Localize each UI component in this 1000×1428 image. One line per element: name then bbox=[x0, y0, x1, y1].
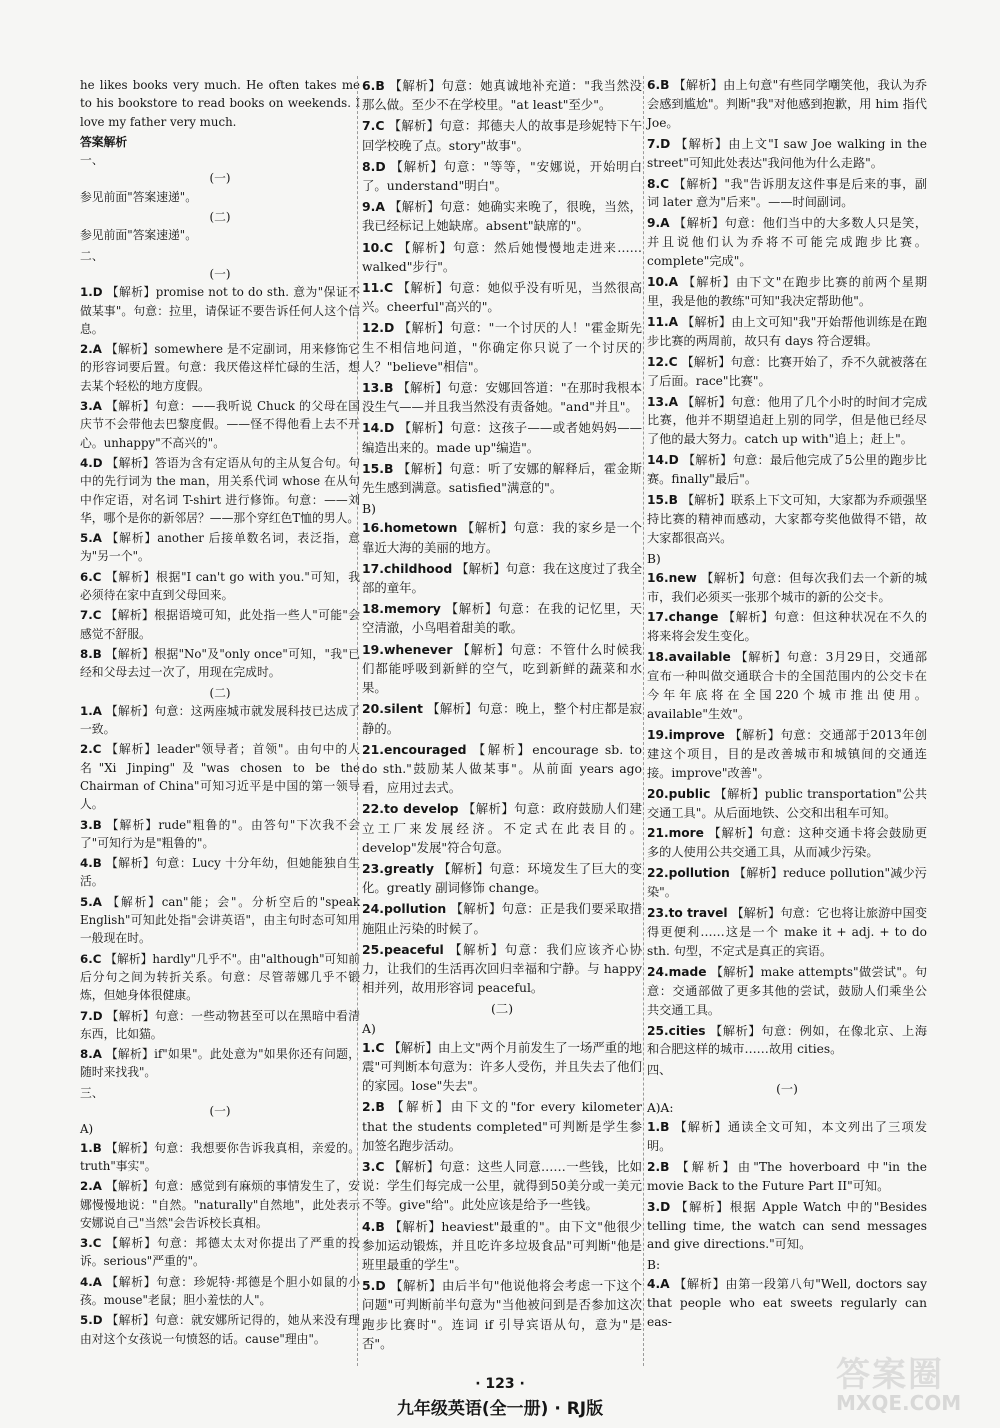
answer-number: 4.A bbox=[647, 1277, 670, 1292]
part-label: 三、 bbox=[80, 1085, 104, 1100]
answer-item bbox=[647, 491, 927, 548]
answer-text: 【解析】由上句意"有些同学嘲笑他，我认为乔会感到尴尬"。判断"我"对他感到抱歉，用 him 指代 Joe。 bbox=[647, 78, 928, 130]
answer-item bbox=[362, 459, 642, 497]
subsection-label: (二) bbox=[209, 210, 231, 225]
answer-item bbox=[80, 606, 360, 643]
answer-number: 3.D bbox=[647, 1199, 671, 1214]
answer-number: 25.cities bbox=[647, 1023, 706, 1038]
answer-text: 【解析】句意：我们应该齐心协力，让我们的生活再次回归幸福和宁静。与 happy 相并列，故用形容词 peaceful。 bbox=[362, 941, 642, 996]
answer-text: 【解析】句意：正是我们要采取措施阻止污染的时候了。 bbox=[362, 901, 642, 936]
answer-item bbox=[362, 559, 642, 597]
answer-number: 13.B bbox=[362, 380, 394, 396]
answer-text: 【解析】promise not to do sth. 意为"保证不做某事"。句意：拉里，请保证不要告诉任何人这个信息。 bbox=[80, 285, 361, 336]
answer-item bbox=[647, 451, 927, 489]
answer-number: 3.C bbox=[80, 1236, 102, 1251]
answer-item bbox=[362, 238, 642, 276]
answer-number: 6.B bbox=[647, 78, 670, 92]
part-label: B) bbox=[647, 551, 661, 566]
answer-item bbox=[647, 1198, 927, 1255]
answer-number: 23.greatly bbox=[362, 860, 434, 876]
answer-item bbox=[80, 76, 360, 131]
answer-item bbox=[647, 353, 927, 391]
answer-text: 【解析】由后半句"他说他将会考虑一下这个问题"可判断前半句意为"当他被问到是否参加这次跑步比赛时"。连词 if 引导宾语从句，意为"是否"。 bbox=[362, 1278, 642, 1351]
answer-item bbox=[80, 397, 360, 452]
answer-item bbox=[80, 188, 360, 206]
answer-item bbox=[362, 1157, 642, 1215]
answer-number: 4.B bbox=[362, 1218, 385, 1234]
answer-item bbox=[80, 568, 360, 605]
answer-item bbox=[647, 648, 927, 724]
answer-number: 6.C bbox=[80, 951, 102, 966]
answer-text: 【解析】句意：她真诚地补充道："我当然没那么做。至少不在学校里。"at least"至少"。 bbox=[362, 78, 642, 113]
answer-item bbox=[647, 1022, 927, 1060]
answer-item bbox=[362, 318, 642, 376]
page-number: · 123 · bbox=[475, 1376, 525, 1392]
answer-text: 【解析】句意：我在这度过了我全部的童年。 bbox=[362, 560, 643, 596]
answer-number: 3.C bbox=[362, 1158, 385, 1174]
section-heading: 答案解析 bbox=[80, 134, 128, 149]
answer-number: 24.pollution bbox=[362, 901, 447, 917]
answer-text: 【解析】hardly"几乎不"。由"although"可知前后分句之间为转折关系。句意：尽管蒂娜几乎不锻炼，但她身体很健康。 bbox=[80, 951, 360, 1003]
subsection-label: (一) bbox=[209, 171, 231, 186]
answer-item bbox=[362, 740, 642, 798]
answer-item bbox=[362, 899, 642, 937]
answer-text: 【解析】根据"I can't go with you."可知，我必须待在家中直到父母回来。 bbox=[80, 569, 360, 603]
answer-item bbox=[362, 518, 642, 556]
part-label: A) bbox=[362, 1020, 376, 1036]
answer-text: 【解析】句意：我想要你告诉我真相，亲爱的。truth"事实"。 bbox=[80, 1140, 360, 1173]
answer-text: 【解析】由下文的"for every kilometer that the students completed"可判断是学生参加签名跑步活动。 bbox=[362, 1099, 642, 1153]
answer-text: 【解析】句意："一个讨厌的人！"霍金斯先生不相信地问道，"你确定你只说了一个讨厌的人？"believe"相信"。 bbox=[362, 320, 642, 374]
answer-text: 【解析】由上文"I saw Joe walking in the street"可知此处表达"我问他为什么走路"。 bbox=[647, 136, 927, 170]
answer-text: 【解析】public transportation"公共交通工具"。从后面地铁、公交和出租车可知。 bbox=[647, 786, 928, 820]
answer-item bbox=[362, 1217, 642, 1275]
answer-text: 【解析】句意：3月29日，交通部宣布一种叫做交通联合卡的全国范围内的公交卡在今年年底将在全国220个城市推出使用。available"生效"。 bbox=[647, 650, 928, 721]
answer-text: 【解析】由上文"两个月前发生了一场严重的地震"可判断本句意为：许多人受伤，并且失去了他们的家园。lose"失去"。 bbox=[362, 1039, 642, 1094]
answer-number: 2.B bbox=[647, 1159, 670, 1174]
answer-number: 11.C bbox=[362, 280, 394, 296]
answer-number: 1.D bbox=[80, 285, 103, 300]
answer-text: 【解析】somewhere 是不定副词，用来修饰它的形容词要后置。句意：我厌倦这样忙碌的生活，想去某个轻松的地方度假。 bbox=[80, 342, 361, 393]
answer-text: 【解析】句意：这种交通卡将会鼓励更多的人使用公共交通工具，从而减少污染。 bbox=[647, 826, 928, 860]
answer-text: 【解析】句意：这两座城市就发展科技已达成了一致。 bbox=[80, 703, 360, 737]
answer-text: 【解析】句意：晚上，整个村庄都是寂静的。 bbox=[362, 701, 642, 736]
answer-text: 【解析】句意：他用了几个小时的时间才完成比赛，他并不期望追赶上别的同学，但是他已经尽了他的最大努力。catch up with"追上；赶上"。 bbox=[647, 394, 928, 447]
answer-number: 19.improve bbox=[647, 727, 725, 742]
answer-number: 16.hometown bbox=[362, 520, 458, 536]
answer-text: 【解析】句意：他们当中的大多数人只是笑，并且说他们认为乔将不可能完成跑步比赛。complete"完成"。 bbox=[647, 216, 928, 269]
part-label: A)A: bbox=[647, 1101, 674, 1116]
answer-text: 【解析】根据 Apple Watch 中的"Besides telling time, the watch can send messages and give directions."可知。 bbox=[647, 1199, 928, 1252]
answer-item bbox=[362, 157, 642, 195]
answer-number: 15.B bbox=[647, 493, 678, 508]
answer-number: 1.C bbox=[362, 1039, 385, 1055]
answer-item bbox=[80, 226, 360, 244]
answer-number: 12.C bbox=[647, 354, 678, 369]
answer-text: 【解析】句意：它也将让旅游中国变得更便利……这是一个 make it + adj. + to do sth. 句型，不定式是真正的宾语。 bbox=[647, 906, 928, 958]
answer-item bbox=[80, 1045, 360, 1082]
answer-number: 22.pollution bbox=[647, 866, 730, 881]
answer-number: 6.C bbox=[80, 569, 102, 584]
answer-item bbox=[80, 529, 360, 566]
subsection-label: (二) bbox=[490, 1001, 514, 1017]
answer-text: 【解析】encourage sb. to do sth."鼓励某人做某事"。从前面 years ago 看，应用过去式。 bbox=[362, 741, 642, 796]
answer-number: 7.C bbox=[362, 118, 385, 134]
answer-item bbox=[647, 214, 927, 271]
answer-item bbox=[362, 859, 642, 897]
answer-text: 【解析】can"能；会"。分析空后的"speak English"可知此处指"会讲英语"，由主句时态可知用一般现在时。 bbox=[80, 894, 361, 946]
answer-number: 12.D bbox=[362, 320, 395, 336]
answer-number: 4.A bbox=[80, 1274, 102, 1289]
answer-text: 【解析】句意：她似乎没有听见，当然很高兴。cheerful"高兴的"。 bbox=[362, 280, 642, 315]
answer-number: 2.C bbox=[80, 742, 102, 757]
answer-item bbox=[80, 1177, 360, 1232]
watermark-logo bbox=[836, 1355, 986, 1418]
answer-number: 5.A bbox=[80, 894, 102, 909]
answer-item bbox=[80, 702, 360, 739]
answer-text: 【解析】句意：环境发生了巨大的变化。greatly 副词修饰 change。 bbox=[362, 860, 642, 896]
answer-number: 21.more bbox=[647, 826, 704, 841]
answer-text: 【解析】句意：——我听说 Chuck 的父母在国庆节不会带他去巴黎度假。——怪不得他看上去不开心。unhappy"不高兴的"。 bbox=[80, 399, 360, 450]
answer-item bbox=[80, 1311, 360, 1348]
watermark-url: MXQE.COM bbox=[836, 1391, 962, 1415]
part-label: B: bbox=[647, 1258, 661, 1273]
answer-item bbox=[647, 1158, 927, 1196]
answer-item bbox=[362, 1097, 642, 1155]
answer-item bbox=[362, 640, 642, 698]
answer-number: 18.memory bbox=[362, 601, 441, 617]
answer-text: 【解析】由第一段第八句"Well, doctors say that people who eat sweets regularly can eas- bbox=[647, 1277, 927, 1330]
answer-text: 【解析】句意：这孩子——或者她妈妈——编造出来的。made up"编造"。 bbox=[362, 420, 642, 455]
subsection-label: (一) bbox=[209, 1104, 231, 1119]
answer-text: 【解析】句意：我的家乡是一个靠近大海的美丽的地方。 bbox=[362, 520, 642, 555]
answer-number: 8.D bbox=[362, 158, 386, 174]
answer-number: 1.B bbox=[80, 1140, 102, 1155]
answer-item bbox=[647, 864, 927, 902]
answer-text: 【解析】句意：听了安娜的解释后，霍金斯先生感到满意。satisfied"满意的"。 bbox=[362, 460, 642, 496]
answer-item bbox=[362, 799, 642, 857]
answer-text: 【解析】reduce pollution"减少污染"。 bbox=[647, 866, 927, 900]
answer-item bbox=[362, 599, 642, 637]
answer-number: 23.to travel bbox=[647, 906, 728, 921]
answer-number: 20.public bbox=[647, 786, 711, 801]
watermark-text: 答案圈 bbox=[836, 1355, 944, 1395]
answer-item bbox=[362, 940, 642, 998]
answer-text: 【解析】句意：感觉到有麻烦的事情发生了，安娜慢慢地说："自然。"naturally"自然地"，此处表示安娜说自己"当然"会告诉校长真相。 bbox=[80, 1179, 360, 1230]
answer-item bbox=[647, 569, 927, 607]
answer-number: 5.A bbox=[80, 531, 102, 546]
answer-number: 1.A bbox=[80, 703, 102, 718]
subsection-label: (二) bbox=[209, 685, 231, 700]
part-label: B) bbox=[362, 501, 376, 517]
answer-number: 2.A bbox=[80, 1179, 102, 1194]
answer-item bbox=[80, 854, 360, 891]
answer-text: 【解析】句意：邦德夫人的故事是珍妮特下午回学校晚了点。story"故事"。 bbox=[362, 118, 642, 153]
answer-text: 【解析】句意：安娜回答道："在那时我根本没生气——并且我当然没有责备她。"and"并且"。 bbox=[362, 380, 642, 415]
answer-item bbox=[362, 1038, 642, 1096]
column-middle bbox=[362, 76, 642, 1355]
subsection-label: (一) bbox=[776, 1082, 798, 1097]
answer-item bbox=[647, 904, 927, 961]
answer-number: 1.B bbox=[647, 1120, 670, 1135]
answer-item bbox=[647, 963, 927, 1020]
answer-text: 【解析】句意：政府鼓励人们建立工厂来发展经济。不定式在此表目的。develop"发展"符合句意。 bbox=[362, 801, 642, 855]
answer-text: 【解析】leader"领导者；首领"。由句中的人名"Xi Jinping"及"was chosen to be the Chairman of China"可知习近平是中国的第一领导人。 bbox=[80, 742, 360, 812]
answer-text: 【解析】句意：交通部于2013年创建这个项目，目的是改善城市和城镇间的交通连接。improve"改善"。 bbox=[647, 727, 927, 780]
answer-number: 8.C bbox=[647, 176, 670, 191]
column-divider-left bbox=[357, 76, 358, 1366]
answer-number: 4.D bbox=[80, 455, 103, 470]
answer-item bbox=[362, 197, 642, 235]
answer-text: 【解析】make attempts"做尝试"。句意：交通部做了更多其他的尝试，鼓励人们乘坐公共交通工具。 bbox=[647, 964, 928, 1017]
part-label: 四、 bbox=[647, 1063, 672, 1078]
answer-number: 18.available bbox=[647, 650, 731, 665]
answer-text: 【解析】根据语境可知，此处指一些人"可能"会感觉不舒服。 bbox=[80, 608, 361, 641]
answer-number: 5.D bbox=[80, 1313, 103, 1328]
part-label: 一、 bbox=[80, 153, 104, 168]
answer-item bbox=[80, 454, 360, 527]
answer-number: 6.B bbox=[362, 78, 385, 93]
answer-item bbox=[80, 1007, 360, 1044]
answer-number: 13.A bbox=[647, 394, 679, 409]
answer-number: 5.D bbox=[362, 1278, 386, 1294]
answer-text: 【解析】句意：一些动物甚至可以在黑暗中看清东西，比如猫。 bbox=[80, 1008, 360, 1041]
answer-number: 24.made bbox=[647, 964, 707, 979]
answer-number: 16.new bbox=[647, 570, 697, 585]
answer-item bbox=[80, 1234, 360, 1271]
answer-text: 【解析】通读全文可知，本文列出了三项发明。 bbox=[647, 1120, 928, 1153]
answer-text: 【解析】if"如果"。此处意为"如果你还有问题，随时来找我"。 bbox=[80, 1047, 361, 1080]
answer-item bbox=[80, 740, 360, 813]
answer-item bbox=[362, 278, 642, 316]
answer-item bbox=[362, 418, 642, 456]
answer-text: 【解析】句意：不管什么时候我们都能呼吸到新鲜的空气，吃到新鲜的蔬菜和水果。 bbox=[362, 641, 642, 696]
answer-number: 2.A bbox=[80, 342, 102, 357]
answer-item bbox=[80, 893, 360, 948]
answer-text: 【解析】答语为含有定语从句的主从复合句。句中的先行词为 the man，用关系代词 whose 在从句中作定语，对名词 T-shirt 进行修饰。句意：——刘华，哪个是你的新邻居？——那个穿红色T恤的男人。 bbox=[80, 455, 360, 525]
answer-number: 19.whenever bbox=[362, 641, 453, 657]
answer-text: 【解析】句意：最后他完成了5公里的跑步比赛。finally"最后"。 bbox=[647, 453, 927, 487]
answer-text: 【解析】句意："等等，"安娜说，开始明白了。understand"明白"。 bbox=[362, 158, 642, 194]
answer-item bbox=[80, 950, 360, 1005]
answer-text: 【解析】句意：例如，在像北京、上海和合肥这样的城市……故用 cities。 bbox=[647, 1023, 928, 1057]
answer-item bbox=[80, 816, 360, 853]
answer-number: 11.A bbox=[647, 314, 679, 329]
answer-number: 9.A bbox=[362, 199, 385, 215]
answer-item bbox=[647, 393, 927, 450]
answer-number: 4.B bbox=[80, 856, 102, 871]
answer-text: 【解析】联系上下文可知，大家都为乔顽强坚持比赛的精神而感动，大家都夸奖他做得不错，故大家都很高兴。 bbox=[647, 493, 928, 545]
answer-number: 3.B bbox=[80, 817, 102, 832]
answer-item bbox=[362, 76, 642, 114]
answer-item bbox=[362, 1276, 642, 1353]
answer-text: 【解析】rude"粗鲁的"。由答句"下次我不会了"可知行为是"粗鲁的"。 bbox=[80, 817, 360, 850]
answer-text: 【解析】句意：但每次我们去一个新的城市，我们必须买一张那个城市的新的公交卡。 bbox=[647, 570, 928, 604]
answer-item bbox=[80, 1273, 360, 1310]
answer-number: 15.B bbox=[362, 460, 394, 476]
answer-number: 14.D bbox=[362, 420, 395, 436]
answer-item bbox=[647, 726, 927, 783]
answer-number: 25.peaceful bbox=[362, 941, 444, 957]
answer-text: 【解析】由下文"在跑步比赛的前两个星期里，我是他的教练"可知"我决定帮助他"。 bbox=[647, 275, 928, 308]
answer-number: 7.D bbox=[647, 136, 671, 151]
answer-text: 【解析】句意：在我的记忆里，天空清澈，小鸟唱着甜美的歌。 bbox=[362, 601, 642, 636]
answer-item bbox=[647, 313, 927, 351]
answer-item bbox=[362, 116, 642, 154]
answer-text: 【解析】句意：比赛开始了，乔不久就被落在了后面。race"比赛"。 bbox=[647, 354, 928, 388]
answer-item bbox=[647, 1275, 927, 1332]
answer-number: 20.silent bbox=[362, 701, 423, 717]
answer-text: 【解析】由"The hoverboard 中"in the movie Back to the Future Part II"可知。 bbox=[647, 1159, 927, 1193]
answer-item bbox=[647, 608, 927, 646]
answer-item bbox=[80, 1139, 360, 1176]
answer-number: 10.A bbox=[647, 275, 679, 290]
answer-item bbox=[80, 340, 360, 395]
answer-text: 【解析】句意：但这种状况在不久的将来将会发生变化。 bbox=[647, 610, 928, 644]
answer-text: 【解析】句意：她确实来晚了，很晚，当然，我已经标记上她缺席。absent"缺席的"。 bbox=[362, 199, 642, 234]
answer-item bbox=[362, 378, 642, 416]
answer-text: 参见前面"答案速递"。 bbox=[80, 189, 198, 204]
answer-text: 【解析】由上文可知"我"开始帮他训练是在跑步比赛的两周前，故只有 days 符合逻辑。 bbox=[647, 314, 927, 348]
answer-item bbox=[647, 273, 927, 311]
answer-text: 【解析】句意：然后她慢慢地走进来……walked"步行"。 bbox=[362, 239, 642, 274]
answer-number: 22.to develop bbox=[362, 801, 459, 817]
answer-item bbox=[647, 175, 927, 213]
answer-text: 【解析】句意：这些人同意……一些钱，比如说：学生们每完成一公里，就得到50美分或一美元不等。give"给"。此处应该是给予一些钱。 bbox=[362, 1158, 642, 1213]
part-label: 二、 bbox=[80, 248, 104, 263]
answer-text: 【解析】句意：就安娜所记得的，她从来没有理由对这个女孩说一句愤怒的话。cause"理由"。 bbox=[80, 1313, 360, 1346]
answer-text: 【解析】根据"No"及"only once"可知，"我"已经和父母去过一次了，用现在完成时。 bbox=[80, 646, 360, 680]
answer-number: 8.B bbox=[80, 646, 102, 661]
column-left bbox=[80, 76, 360, 1350]
column-divider-right bbox=[643, 76, 644, 1366]
answer-item bbox=[80, 283, 360, 338]
answer-item bbox=[80, 645, 360, 682]
answer-number: 10.C bbox=[362, 239, 394, 255]
answer-text: he likes books very much. He often takes me to his bookstore to read books on weekends. I love my father very much. bbox=[80, 78, 360, 129]
answer-item bbox=[647, 1118, 927, 1156]
answer-text: 【解析】heaviest"最重的"。由下文"他很少参加运动锻炼，并且吃许多垃圾食品"可判断"他是班里最重的学生"。 bbox=[362, 1218, 642, 1272]
part-label: A) bbox=[80, 1122, 94, 1137]
answer-number: 9.A bbox=[647, 216, 670, 231]
answer-number: 8.A bbox=[80, 1047, 102, 1062]
answer-number: 3.A bbox=[80, 399, 102, 414]
answer-text: 【解析】句意：邦德太太对你提出了严重的投诉。serious"严重的"。 bbox=[80, 1236, 360, 1269]
answer-item bbox=[647, 785, 927, 823]
answer-item bbox=[647, 76, 927, 133]
answer-number: 14.D bbox=[647, 453, 679, 468]
answer-number: 17.childhood bbox=[362, 560, 453, 576]
answer-text: 【解析】another 后接单数名词，表泛指，意为"另一个"。 bbox=[80, 531, 361, 564]
answer-item bbox=[647, 824, 927, 862]
answer-text: 参见前面"答案速递"。 bbox=[80, 228, 198, 243]
answer-item bbox=[647, 135, 927, 173]
answer-number: 2.B bbox=[362, 1099, 385, 1115]
answer-number: 21.encouraged bbox=[362, 741, 467, 757]
answer-item bbox=[362, 699, 642, 737]
answer-text: 【解析】句意：Lucy 十分年幼，但她能独自生活。 bbox=[80, 856, 360, 889]
answer-number: 7.D bbox=[80, 1008, 103, 1023]
subsection-label: (一) bbox=[209, 266, 231, 281]
answer-number: 17.change bbox=[647, 610, 719, 625]
answer-number: 7.C bbox=[80, 608, 102, 623]
answer-text: 【解析】句意：珍妮特·邦德是个胆小如鼠的小孩。mouse"老鼠；胆小羞怯的人"。 bbox=[80, 1274, 360, 1307]
column-right bbox=[647, 76, 927, 1334]
answer-text: 【解析】"我"告诉朋友这件事是后来的事，副词 later 意为"后来"。——时间副词。 bbox=[647, 176, 928, 210]
book-title: 九年级英语(全一册) · RJ版 bbox=[396, 1399, 604, 1419]
